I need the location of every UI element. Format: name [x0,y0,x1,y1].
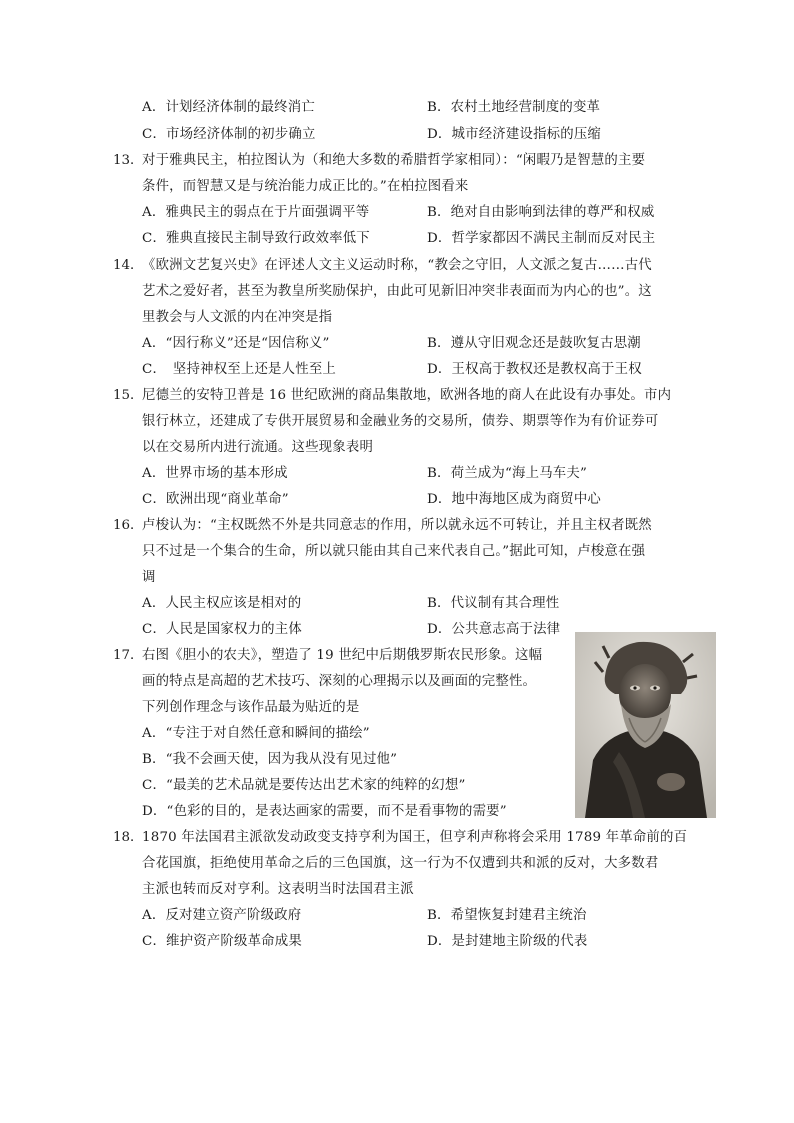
q16-option-a: A．人民主权应该是相对的 [142,596,302,611]
q17-number: 17． [113,648,144,663]
q16-stem-line-3: 调 [142,570,156,585]
q16-stem-line-1: 卢梭认为：“主权既然不外是共同意志的作用，所以就永远不可转让，并且主权者既然 [142,518,652,533]
q18-number: 18． [113,830,144,845]
q16-option-d: D．公共意志高于法律 [427,622,561,637]
q13-option-b: B．绝对自由影响到法律的尊严和权威 [427,205,655,220]
q12-option-a: A．计划经济体制的最终消亡 [142,100,315,115]
q16-number: 16． [113,518,144,533]
q18-option-c: C．维护资产阶级革命成果 [142,934,302,949]
q17-option-a: A．“专注于对自然任意和瞬间的描绘” [142,726,370,741]
portrait-illustration [575,632,716,818]
q13-stem-line-1: 对于雅典民主，柏拉图认为（和绝大多数的希腊哲学家相同）：“闲暇乃是智慧的主要 [142,153,646,168]
q17-option-b: B．“我不会画天使，因为我从没有见过他” [142,752,398,767]
q15-option-c: C．欧洲出现“商业革命” [142,492,289,507]
q14-option-d: D．王权高于教权还是教权高于王权 [427,362,642,377]
q12-option-b: B．农村土地经营制度的变革 [427,100,601,115]
q17-stem-line-2: 画的特点是高超的艺术技巧、深刻的心理揭示以及画面的完整性。 [142,674,537,689]
q12-option-c: C．市场经济体制的初步确立 [142,127,316,142]
q13-option-d: D．哲学家都因不满民主制而反对民主 [427,231,656,246]
q16-option-b: B．代议制有其合理性 [427,596,560,611]
q14-stem-line-2: 艺术之爱好者，甚至为教皇所奖励保护，由此可见新旧冲突非表面而为内心的也”。这 [142,284,652,299]
q14-stem-line-1: 《欧洲文艺复兴史》在评述人文主义运动时称，“教会之守旧，人文派之复古……古代 [142,258,652,273]
peasant-portrait-image [575,632,716,818]
q18-option-b: B．希望恢复封建君主统治 [427,908,587,923]
q15-stem-line-3: 以在交易所内进行流通。这些现象表明 [142,440,374,455]
q14-option-a: A．“因行称义”还是“因信称义” [142,336,330,351]
q17-option-c: C．“最美的艺术品就是要传达出艺术家的纯粹的幻想” [142,778,466,793]
q13-stem-line-2: 条件，而智慧又是与统治能力成正比的。”在柏拉图看来 [142,179,469,194]
q15-stem-line-2: 银行林立，还建成了专供开展贸易和金融业务的交易所，债券、期票等作为有价证券可 [142,414,659,429]
q14-stem-line-3: 里教会与人文派的内在冲突是指 [142,310,333,325]
q18-stem-line-1: 1870 年法国君主派欲发动政变支持亨利为国王，但亨利声称将会采用 1789 年革命前的百 [142,830,688,845]
q12-option-d: D．城市经济建设指标的压缩 [427,127,602,142]
q17-stem-line-1: 右图《胆小的农夫》，塑造了 19 世纪中后期俄罗斯农民形象。这幅 [142,648,543,663]
q15-option-d: D．地中海地区成为商贸中心 [427,492,602,507]
q14-option-b: B．遵从守旧观念还是鼓吹复古思潮 [427,336,641,351]
q13-option-a: A．雅典民主的弱点在于片面强调平等 [142,205,370,220]
q18-stem-line-3: 主派也转而反对亨利。这表明当时法国君主派 [142,882,414,897]
q15-stem-line-1: 尼德兰的安特卫普是 16 世纪欧洲的商品集散地，欧洲各地的商人在此设有办事处。市内 [142,388,672,403]
q18-stem-line-2: 合花国旗，拒绝使用革命之后的三色国旗，这一行为不仅遭到共和派的反对，大多数君 [142,856,659,871]
q13-option-c: C．雅典直接民主制导致行政效率低下 [142,231,370,246]
q16-option-c: C．人民是国家权力的主体 [142,622,302,637]
q15-option-b: B．荷兰成为“海上马车夫” [427,466,588,481]
q18-option-d: D．是封建地主阶级的代表 [427,934,588,949]
q18-option-a: A．反对建立资产阶级政府 [142,908,302,923]
q16-stem-line-2: 只不过是一个集合的生命，所以就只能由其自己来代表自己。”据此可知，卢梭意在强 [142,544,646,559]
q14-option-c: C． 坚持神权至上还是人性至上 [142,362,337,377]
q13-number: 13． [113,153,144,168]
q17-option-d: D．“色彩的目的，是表达画家的需要，而不是看事物的需要” [142,804,507,819]
q15-option-a: A．世界市场的基本形成 [142,466,288,481]
q15-number: 15． [113,388,144,403]
q14-number: 14． [113,258,144,273]
q17-stem-line-3: 下列创作理念与该作品最为贴近的是 [142,700,360,715]
